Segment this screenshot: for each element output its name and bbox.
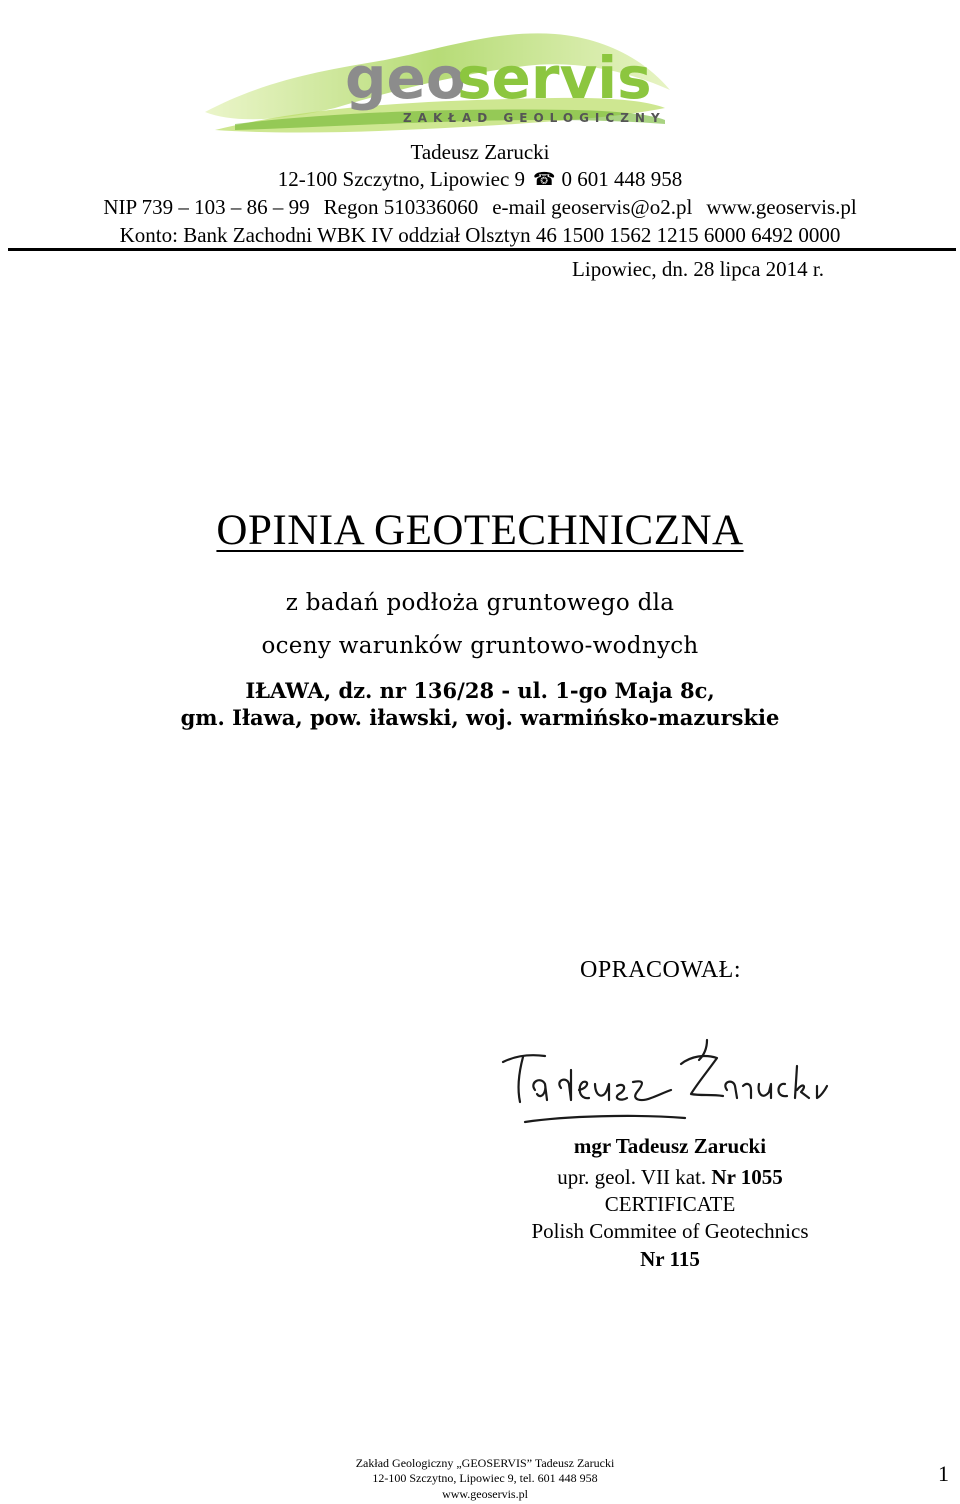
author-license-number: Nr 1055 <box>711 1165 783 1189</box>
telephone-icon: ☎ <box>533 169 556 189</box>
header-divider <box>8 248 956 251</box>
header-phone: 0 601 448 958 <box>561 167 683 191</box>
author-certificate: CERTIFICATE <box>604 1192 736 1216</box>
document-subtitle-2: oceny warunków gruntowo-wodnych <box>261 633 699 659</box>
author-license-prefix: upr. geol. VII kat. <box>557 1165 707 1189</box>
header-email: e-mail geoservis@o2.pl <box>492 195 693 219</box>
header-regon: Regon 510336060 <box>323 195 479 219</box>
document-subtitle-1: z badań podłoża gruntowego dla <box>285 590 675 616</box>
logo-tagline: ZAKŁAD GEOLOGICZNY <box>403 111 666 125</box>
author-committee-number: Nr 115 <box>640 1247 700 1271</box>
header-bank-account: Konto: Bank Zachodni WBK IV oddział Olsztyn 46 1500 1562 1215 6000 6492 0000 <box>119 223 841 247</box>
header-name: Tadeusz Zarucki <box>410 140 550 164</box>
header-address-line <box>0 166 960 193</box>
company-logo <box>195 20 675 140</box>
document-location-2: gm. Iława, pow. iławski, woj. warmińsko-mazurskie <box>180 705 780 730</box>
header-website: www.geoservis.pl <box>706 195 857 219</box>
footer-website: www.geoservis.pl <box>442 1487 528 1501</box>
document-location-1: IŁAWA, dz. nr 136/28 - ul. 1-go Maja 8c, <box>245 678 715 703</box>
logo-wordmark-geo: geo <box>345 44 466 112</box>
footer-company: Zakład Geologiczny „GEOSERVIS” Tadeusz Zarucki <box>355 1456 615 1470</box>
header-nip: NIP 739 – 103 – 86 – 99 <box>103 195 310 219</box>
header-ids-line <box>0 194 960 220</box>
author-name: mgr Tadeusz Zarucki <box>573 1134 767 1158</box>
document-title: OPINIA GEOTECHNICZNA <box>216 507 744 554</box>
footer-address: 12-100 Szczytno, Lipowiec 9, tel. 601 448 958 <box>372 1471 598 1485</box>
header-address: 12-100 Szczytno, Lipowiec 9 <box>277 167 526 191</box>
author-license <box>480 1164 860 1191</box>
author-committee: Polish Commitee of Geotechnics <box>531 1219 809 1243</box>
handwritten-signature <box>485 1010 855 1130</box>
logo-wordmark-servis: servis <box>457 44 652 112</box>
page-number: 1 <box>938 1461 949 1486</box>
prepared-by-label: OPRACOWAŁ: <box>580 957 742 983</box>
document-date: Lipowiec, dn. 28 lipca 2014 r. <box>572 257 824 281</box>
